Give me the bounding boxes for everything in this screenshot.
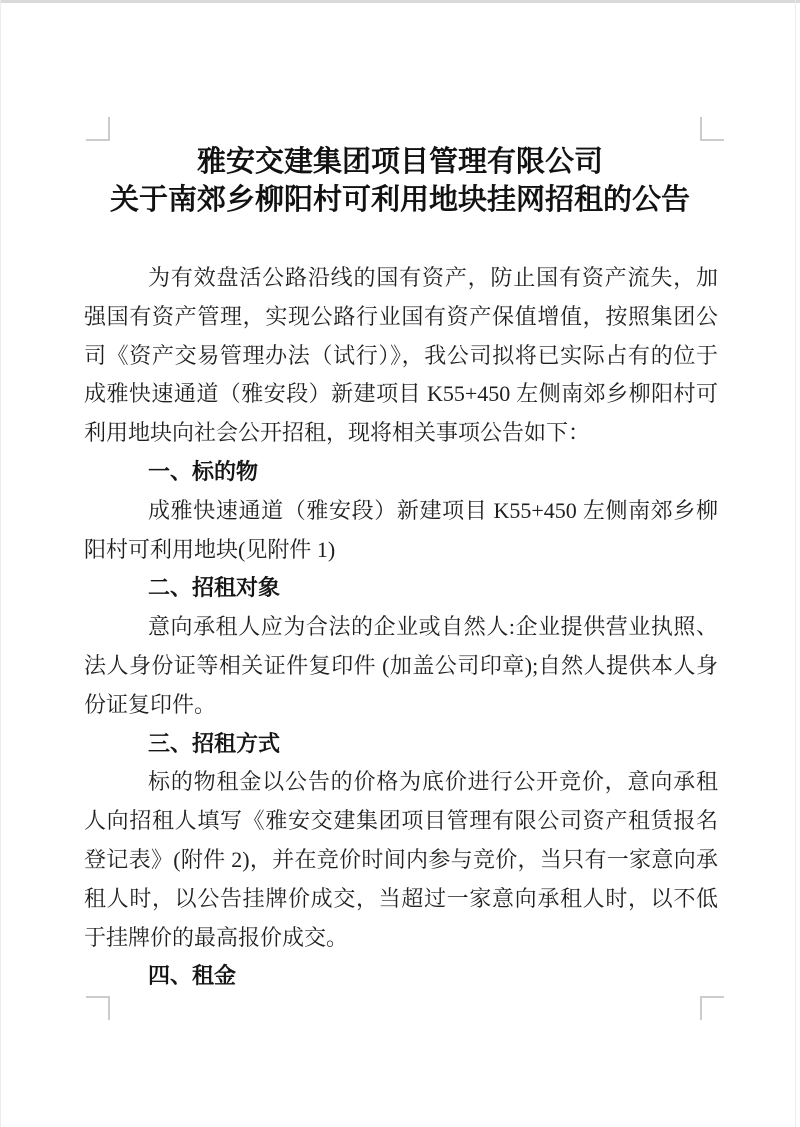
window-left-edge (0, 0, 1, 1127)
document-paragraph: 意向承租人应为合法的企业或自然人:企业提供营业执照、法人身份证等相关证件复印件 (加盖公司印章);自然人提供本人身份证复印件。 (84, 614, 718, 717)
document-body (84, 259, 718, 996)
document-title-line-1: 雅安交建集团项目管理有限公司 (196, 146, 603, 178)
document-paragraph: 标的物租金以公告的价格为底价进行公开竞价，意向承租人向招租人填写《雅安交建集团项目管理有限公司资产租赁报名登记表》(附件 2)，并在竞价时间内参与竞价，当只有一家意向承租人时，以公告挂牌价成交，当超过一家意向承租人时，以不低于挂牌价的最高报价成交。 (84, 769, 718, 950)
section-heading: 二、招租对象 (148, 575, 281, 601)
section-heading: 一、标的物 (148, 458, 259, 484)
section-heading: 四、租金 (148, 963, 237, 989)
margin-mark-bottom-right (700, 996, 724, 1020)
window-right-edge (795, 0, 796, 1127)
margin-mark-top-left (86, 117, 110, 141)
window-top-edge (0, 0, 800, 3)
document-title-line-2: 关于南郊乡柳阳村可利用地块挂网招租的公告 (109, 184, 690, 216)
document-paragraph: 为有效盘活公路沿线的国有资产，防止国有资产流失，加强国有资产管理，实现公路行业国有资产保值增值，按照集团公司《资产交易管理办法（试行）》，我公司拟将已实际占有的位于成雅快速通道（雅安段）新建项目 K55+450 左侧南郊乡柳阳村可利用地块向社会公开招租，现将相关事项公告如下： (84, 265, 718, 446)
section-heading: 三、招租方式 (148, 730, 281, 756)
margin-mark-bottom-left (86, 996, 110, 1020)
document-title (0, 0, 800, 219)
margin-mark-top-right (700, 117, 724, 141)
document-paragraph: 成雅快速通道（雅安段）新建项目 K55+450 左侧南郊乡柳阳村可利用地块(见附件 1) (84, 497, 718, 562)
